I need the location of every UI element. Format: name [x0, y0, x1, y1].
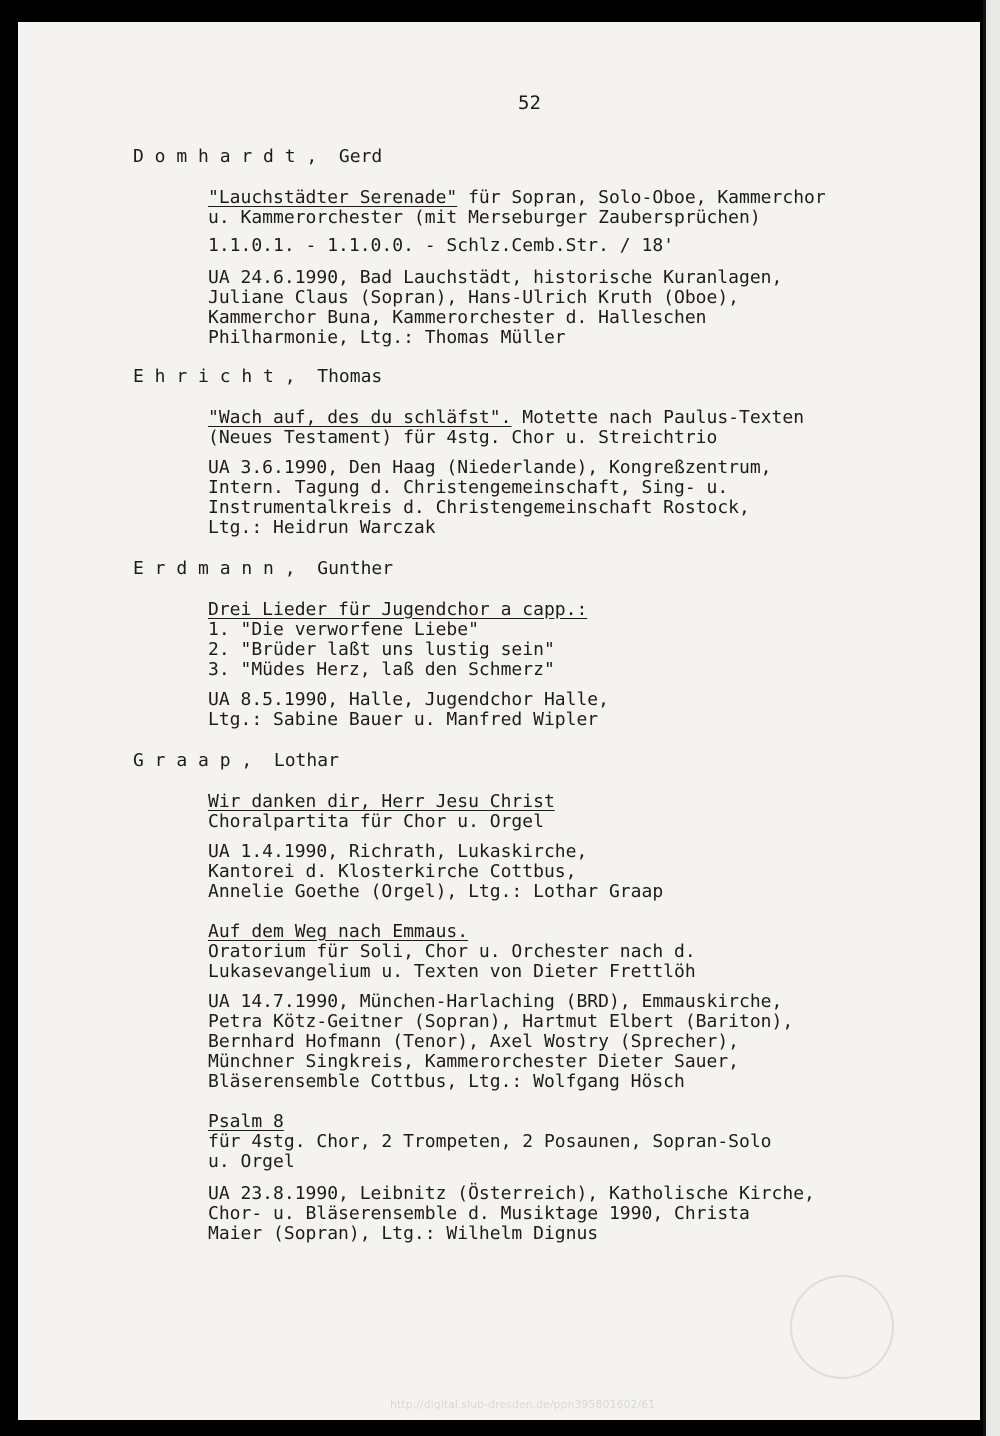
work-title-line — [208, 1112, 284, 1132]
premiere-line: Ltg.: Heidrun Warczak — [208, 517, 436, 538]
song-list-item: 1. "Die verworfene Liebe" — [208, 619, 479, 640]
work-description: für 4stg. Chor, 2 Trompeten, 2 Posaunen, Sopran-Solo — [208, 1131, 772, 1152]
premiere-line: Chor- u. Bläserensemble d. Musiktage 1990, Christa — [208, 1203, 750, 1224]
premiere-line: Kantorei d. Klosterkirche Cottbus, — [208, 861, 577, 882]
work-title: Wir danken dir, Herr Jesu Christ — [208, 791, 555, 812]
premiere-line: Petra Kötz-Geitner (Sopran), Hartmut Elbert (Bariton), — [208, 1011, 794, 1032]
work-scoring: 1.1.0.1. - 1.1.0.0. - Schlz.Cemb.Str. / 18' — [208, 235, 674, 256]
page-number: 52 — [518, 92, 541, 114]
composer-name: D o m h a r d t , Gerd — [133, 146, 383, 167]
work-title-line — [208, 408, 804, 428]
work-title-rest: Motette nach Paulus-Texten — [511, 407, 805, 428]
premiere-line: UA 3.6.1990, Den Haag (Niederlande), Kongreßzentrum, — [208, 457, 772, 478]
work-description: u. Orgel — [208, 1151, 295, 1172]
premiere-line: UA 1.4.1990, Richrath, Lukaskirche, — [208, 841, 588, 862]
work-title: "Wach auf, des du schläfst". — [208, 407, 512, 428]
work-title-line — [208, 922, 468, 942]
premiere-line: Bläserensemble Cottbus, Ltg.: Wolfgang Hösch — [208, 1071, 685, 1092]
work-title-line — [208, 188, 826, 208]
library-stamp — [790, 1275, 894, 1379]
premiere-line: Instrumentalkreis d. Christengemeinschaft Rostock, — [208, 497, 750, 518]
work-title-rest: für Sopran, Solo-Oboe, Kammerchor — [457, 187, 826, 208]
premiere-line: UA 14.7.1990, München-Harlaching (BRD), Emmauskirche, — [208, 991, 783, 1012]
work-title: "Lauchstädter Serenade" — [208, 187, 458, 208]
work-description: u. Kammerorchester (mit Merseburger Zaubersprüchen) — [208, 207, 761, 228]
song-list-item: 3. "Müdes Herz, laß den Schmerz" — [208, 659, 555, 680]
premiere-line: UA 23.8.1990, Leibnitz (Österreich), Katholische Kirche, — [208, 1183, 815, 1204]
work-title: Psalm 8 — [208, 1111, 284, 1132]
song-list-item: 2. "Brüder laßt uns lustig sein" — [208, 639, 555, 660]
work-title: Drei Lieder für Jugendchor a capp.: — [208, 599, 588, 620]
premiere-line: Kammerchor Buna, Kammerorchester d. Halleschen — [208, 307, 707, 328]
composer-name: E r d m a n n , Gunther — [133, 558, 394, 579]
premiere-line: Münchner Singkreis, Kammerorchester Dieter Sauer, — [208, 1051, 740, 1072]
work-title-line — [208, 600, 587, 620]
adjacent-page-edge — [983, 0, 1000, 1436]
premiere-line: UA 8.5.1990, Halle, Jugendchor Halle, — [208, 689, 609, 710]
work-description: Choralpartita für Chor u. Orgel — [208, 811, 544, 832]
premiere-line: Bernhard Hofmann (Tenor), Axel Wostry (Sprecher), — [208, 1031, 740, 1052]
work-title-line — [208, 792, 555, 812]
premiere-line: Juliane Claus (Sopran), Hans-Ulrich Kruth (Oboe), — [208, 287, 740, 308]
premiere-line: Ltg.: Sabine Bauer u. Manfred Wipler — [208, 709, 599, 730]
work-description: Lukasevangelium u. Texten von Dieter Frettlöh — [208, 961, 696, 982]
premiere-line: Intern. Tagung d. Christengemeinschaft, Sing- u. — [208, 477, 729, 498]
source-url: http://digital.slub-dresden.de/ppn395801602/61 — [390, 1398, 656, 1411]
composer-name: G r a a p , Lothar — [133, 750, 339, 771]
premiere-line: Maier (Sopran), Ltg.: Wilhelm Dignus — [208, 1223, 599, 1244]
premiere-line: Annelie Goethe (Orgel), Ltg.: Lothar Graap — [208, 881, 664, 902]
work-title: Auf dem Weg nach Emmaus. — [208, 921, 469, 942]
work-description: Oratorium für Soli, Chor u. Orchester nach d. — [208, 941, 696, 962]
premiere-line: Philharmonie, Ltg.: Thomas Müller — [208, 327, 566, 348]
premiere-line: UA 24.6.1990, Bad Lauchstädt, historische Kuranlagen, — [208, 267, 783, 288]
composer-name: E h r i c h t , Thomas — [133, 366, 383, 387]
work-description: (Neues Testament) für 4stg. Chor u. Streichtrio — [208, 427, 718, 448]
